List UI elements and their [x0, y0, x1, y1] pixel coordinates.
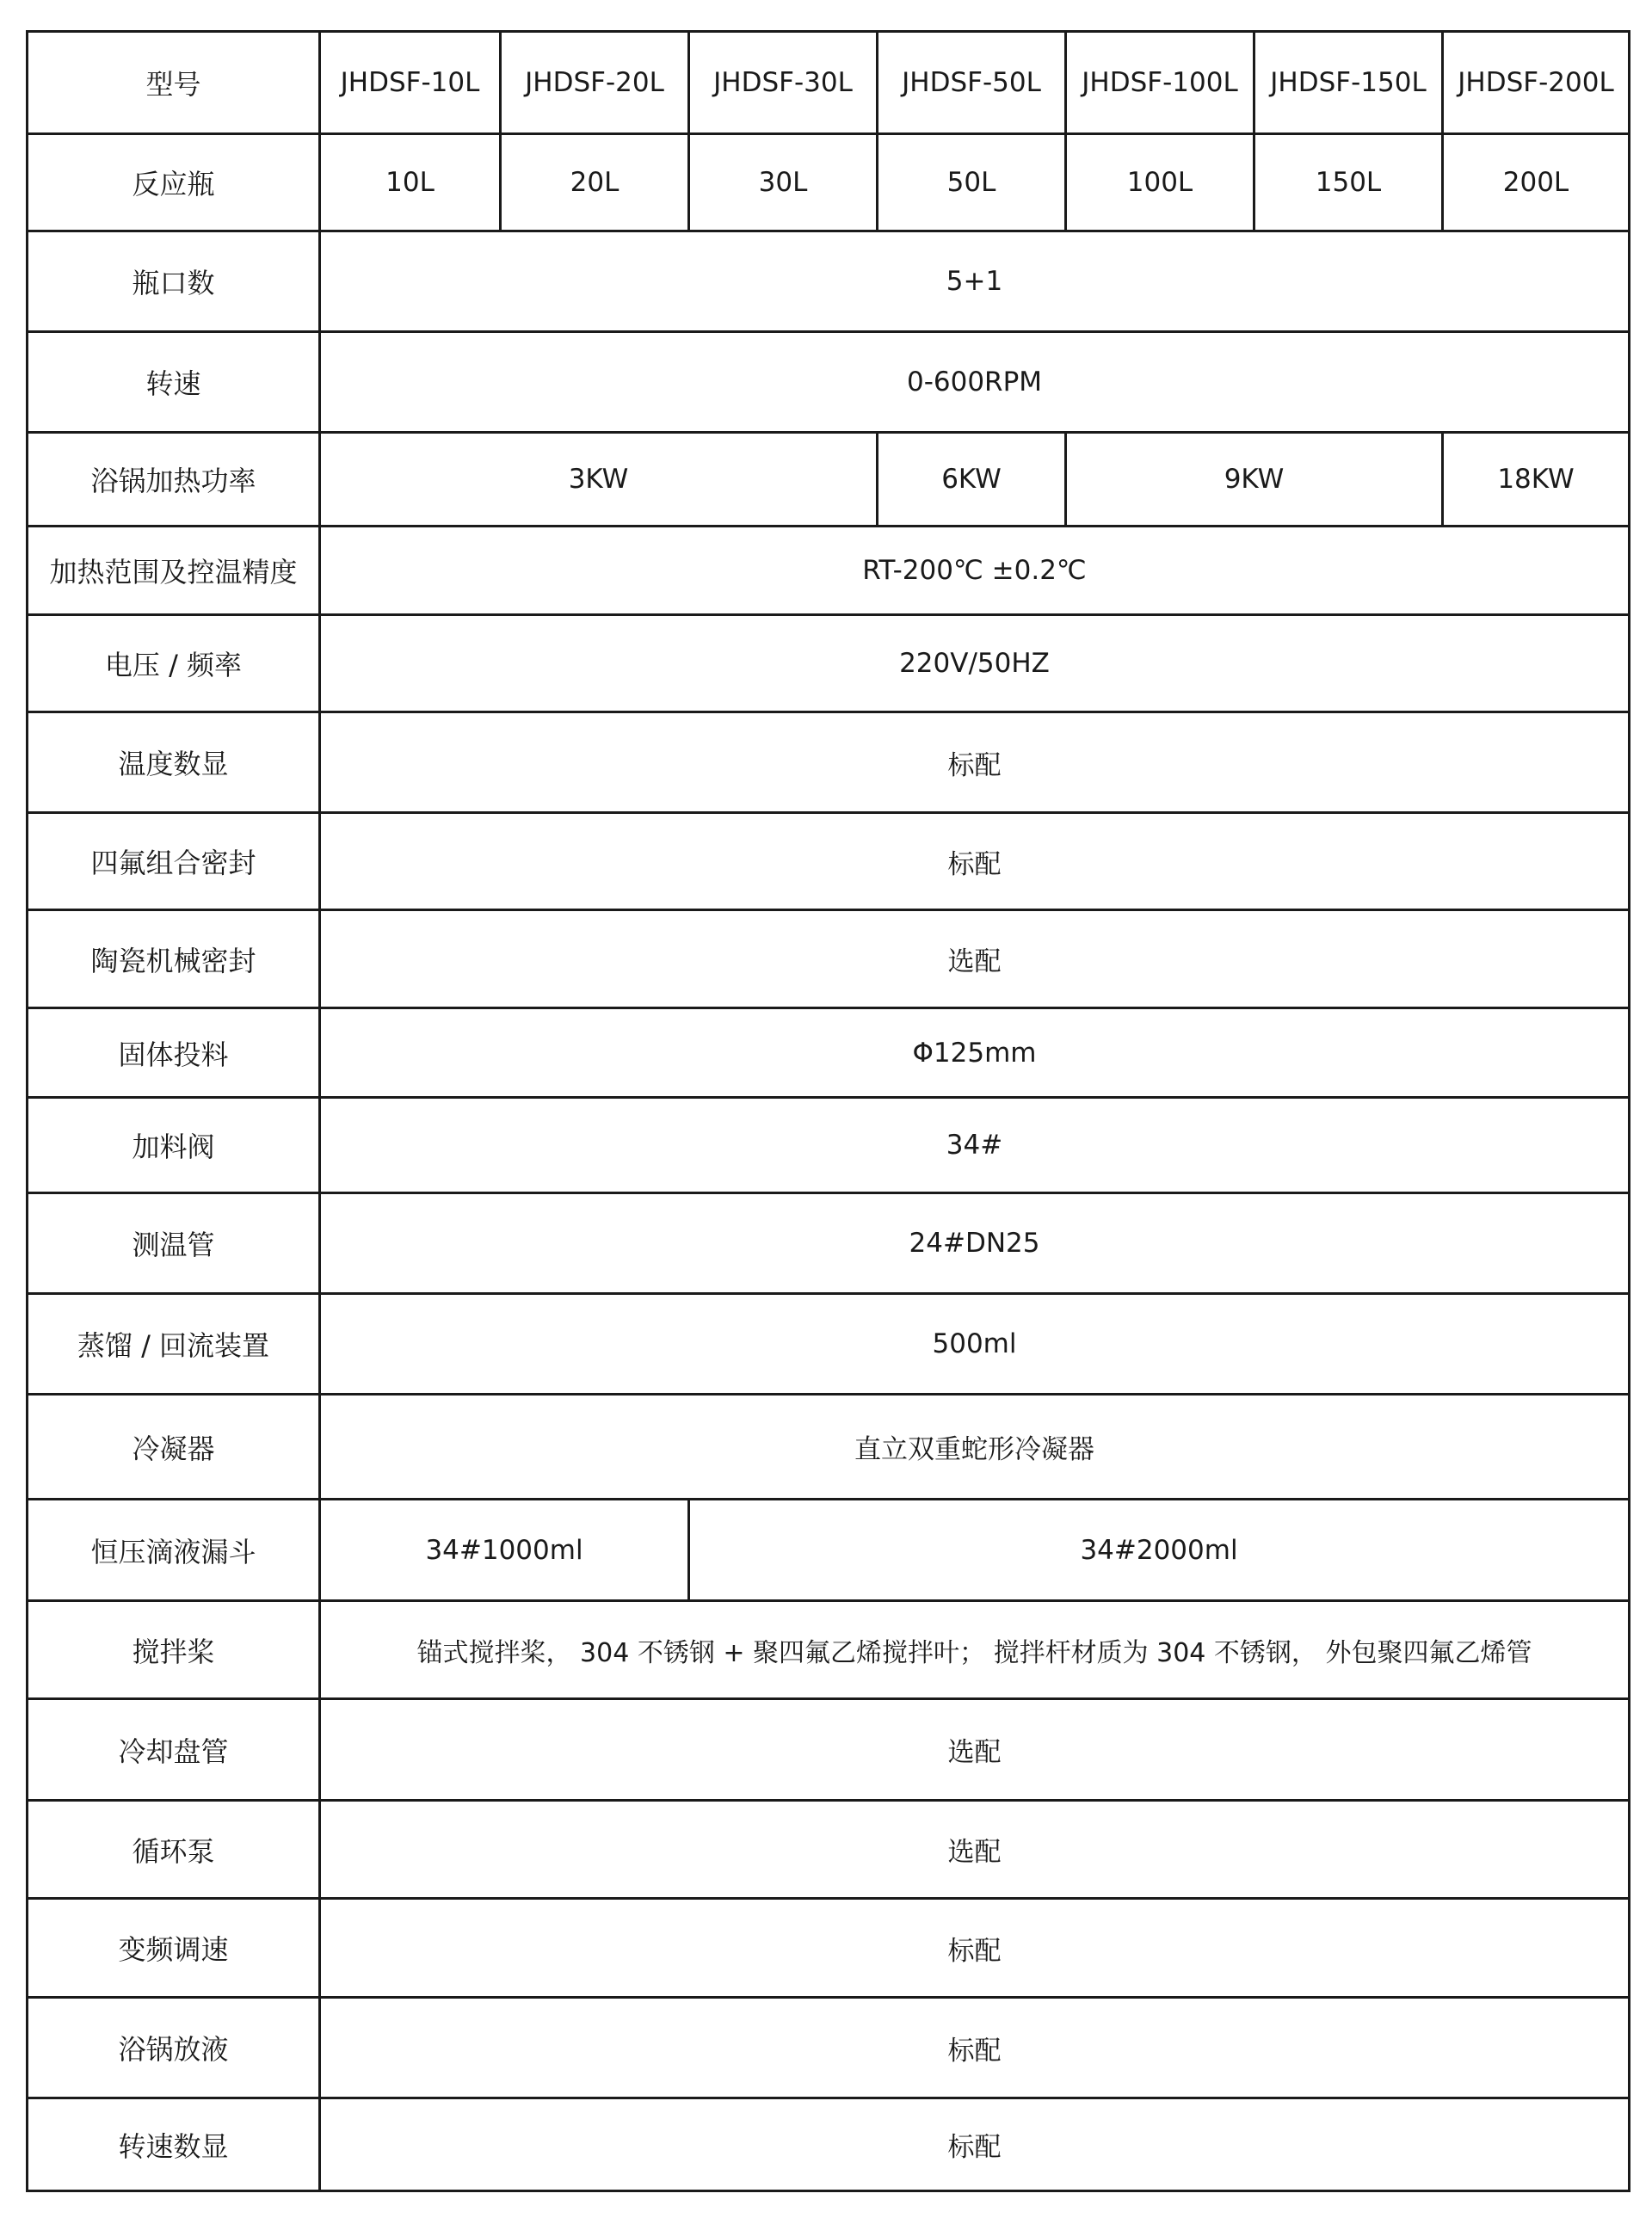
- row-funnel: [28, 1500, 1630, 1601]
- row-label: 循环泵: [28, 1801, 320, 1899]
- row-label: 变频调速: [28, 1899, 320, 1998]
- model-cell: JHDSF-30L: [689, 32, 878, 134]
- model-cell: JHDSF-10L: [320, 32, 501, 134]
- row-value: 标配: [320, 813, 1630, 910]
- flask-cell: 30L: [689, 134, 878, 231]
- row-stirrer: [28, 1601, 1630, 1699]
- row-label: 转速: [28, 332, 320, 433]
- row-value: 直立双重蛇形冷凝器: [320, 1395, 1630, 1500]
- row-value: 0-600RPM: [320, 332, 1630, 433]
- row-label: 搅拌桨: [28, 1601, 320, 1699]
- flask-cell: 10L: [320, 134, 501, 231]
- row-value: 标配: [320, 2098, 1630, 2191]
- model-cell: JHDSF-100L: [1066, 32, 1254, 134]
- row-value: Φ125mm: [320, 1008, 1630, 1098]
- row-label: 固体投料: [28, 1008, 320, 1098]
- row-label: 型号: [28, 32, 320, 134]
- power-cell: 6KW: [878, 433, 1066, 527]
- power-cell: 9KW: [1066, 433, 1443, 527]
- row-value: 标配: [320, 1899, 1630, 1998]
- row-label: 恒压滴液漏斗: [28, 1500, 320, 1601]
- row-label: 四氟组合密封: [28, 813, 320, 910]
- flask-cell: 150L: [1254, 134, 1443, 231]
- model-cell: JHDSF-50L: [878, 32, 1066, 134]
- funnel-cell: 34#2000ml: [689, 1500, 1630, 1601]
- row-circ-pump: [28, 1801, 1630, 1899]
- row-label: 电压 / 频率: [28, 615, 320, 712]
- row-ceramic-seal: [28, 910, 1630, 1008]
- row-label: 测温管: [28, 1193, 320, 1294]
- funnel-cell: 34#1000ml: [320, 1500, 689, 1601]
- row-bath-power: [28, 433, 1630, 527]
- row-bath-drain: [28, 1998, 1630, 2098]
- spec-table: [26, 30, 1630, 2192]
- row-label: 瓶口数: [28, 231, 320, 332]
- row-vfd: [28, 1899, 1630, 1998]
- row-ptfe-seal: [28, 813, 1630, 910]
- row-label: 温度数显: [28, 712, 320, 813]
- row-necks: [28, 231, 1630, 332]
- power-cell: 3KW: [320, 433, 878, 527]
- row-label: 陶瓷机械密封: [28, 910, 320, 1008]
- row-label: 加料阀: [28, 1098, 320, 1193]
- row-value: 标配: [320, 712, 1630, 813]
- row-value: 选配: [320, 910, 1630, 1008]
- flask-cell: 200L: [1443, 134, 1630, 231]
- row-label: 加热范围及控温精度: [28, 527, 320, 615]
- row-value: RT-200℃ ±0.2℃: [320, 527, 1630, 615]
- row-feed-valve: [28, 1098, 1630, 1193]
- row-label: 浴锅加热功率: [28, 433, 320, 527]
- row-value: 选配: [320, 1699, 1630, 1801]
- row-distill: [28, 1294, 1630, 1395]
- row-value: 24#DN25: [320, 1193, 1630, 1294]
- row-speed-display: [28, 2098, 1630, 2191]
- row-heating-range: [28, 527, 1630, 615]
- model-cell: JHDSF-20L: [501, 32, 689, 134]
- row-value: 选配: [320, 1801, 1630, 1899]
- row-label: 冷却盘管: [28, 1699, 320, 1801]
- flask-cell: 50L: [878, 134, 1066, 231]
- row-voltage: [28, 615, 1630, 712]
- row-label: 转速数显: [28, 2098, 320, 2191]
- row-condenser: [28, 1395, 1630, 1500]
- row-temp-display: [28, 712, 1630, 813]
- model-cell: JHDSF-150L: [1254, 32, 1443, 134]
- row-speed: [28, 332, 1630, 433]
- row-thermo-tube: [28, 1193, 1630, 1294]
- row-value: 220V/50HZ: [320, 615, 1630, 712]
- row-value: 34#: [320, 1098, 1630, 1193]
- row-value: 5+1: [320, 231, 1630, 332]
- row-label: 浴锅放液: [28, 1998, 320, 2098]
- row-label: 冷凝器: [28, 1395, 320, 1500]
- row-cooling-coil: [28, 1699, 1630, 1801]
- row-value: 标配: [320, 1998, 1630, 2098]
- power-cell: 18KW: [1443, 433, 1630, 527]
- flask-cell: 100L: [1066, 134, 1254, 231]
- row-solid-feed: [28, 1008, 1630, 1098]
- row-value: 500ml: [320, 1294, 1630, 1395]
- flask-cell: 20L: [501, 134, 689, 231]
- row-label: 蒸馏 / 回流装置: [28, 1294, 320, 1395]
- row-model: [28, 32, 1630, 134]
- row-flask: [28, 134, 1630, 231]
- row-label: 反应瓶: [28, 134, 320, 231]
- model-cell: JHDSF-200L: [1443, 32, 1630, 134]
- row-value: 锚式搅拌桨， 304 不锈钢 + 聚四氟乙烯搅拌叶； 搅拌杆材质为 304 不锈钢， 外包聚四氟乙烯管: [320, 1601, 1630, 1699]
